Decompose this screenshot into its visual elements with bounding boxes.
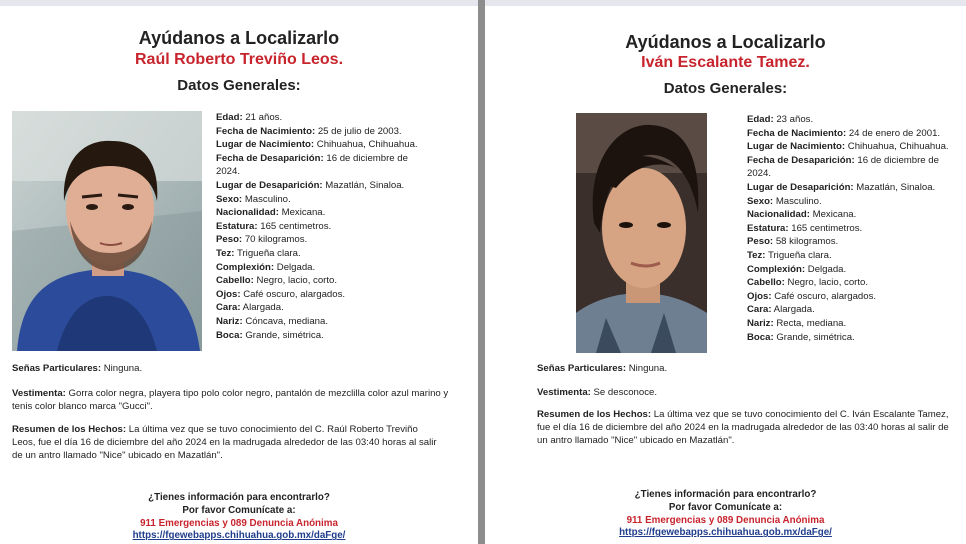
field-cara: Cara: Alargada. [216,302,284,314]
cta-emergency: 911 Emergencias y 089 Denuncia Anónima [140,517,338,529]
fields-list [216,111,431,342]
poster-title: Ayúdanos a Localizarlo [625,32,826,52]
missing-person-poster-2 [485,0,966,544]
cta-question: ¿Tienes información para encontrarlo? [148,492,330,503]
field-complexion: Complexión: Delgada. [747,263,847,275]
resumen-hechos: Resumen de los Hechos: La última vez que se tuvo conocimiento del C. Iván Escalante Tamez, fue el día 16 de diciembre del año 2024 en la madrugada alrededor de las 03:40 horas al salir de un antro llamado "Nice" ubicado en Mazatlán". [537,409,949,446]
person-name: Raúl Roberto Treviño Leos. [134,51,344,68]
field-cara: Cara: Alargada. [747,304,815,316]
header-strip [485,0,966,6]
field-sexo: Sexo: Masculino. [747,195,822,207]
field-nariz: Nariz: Cóncava, mediana. [216,315,328,327]
resumen-hechos: Resumen de los Hechos: La última vez que se tuvo conocimiento del C. Raúl Roberto Treviño Leos, fue el día 16 de diciembre del año 2024 en la madrugada alrededor de las 03:40 horas al salir de un antro llamado "Nice" ubicado en Mazatlán". [12,424,437,461]
field-complexion: Complexión: Delgada. [216,261,316,273]
field-ojos: Ojos: Café oscuro, alargados. [747,290,877,302]
field-cabello: Cabello: Negro, lacio, corto. [216,275,338,287]
person-name: Iván Escalante Tamez. [641,54,810,71]
field-nariz: Nariz: Recta, mediana. [747,317,847,329]
header-strip [0,0,478,6]
field-lugar-nacimiento: Lugar de Nacimiento: Chihuahua, Chihuahua. [747,141,949,153]
field-peso: Peso: 58 kilogramos. [747,236,839,248]
field-fecha-nacimiento: Fecha de Nacimiento: 24 de enero de 2001. [747,127,941,139]
cta-contact: Por favor Comunícate a: [668,501,783,513]
section-heading: Datos Generales: [177,77,301,94]
field-boca: Boca: Grande, simétrica. [216,329,324,341]
cta-contact: Por favor Comunícate a: [182,504,296,516]
cta-emergency: 911 Emergencias y 089 Denuncia Anónima [626,514,825,526]
field-peso: Peso: 70 kilogramos. [216,234,308,246]
senas-particulares: Señas Particulares: Ninguna. [537,363,668,374]
field-sexo: Sexo: Masculino. [216,193,291,205]
field-fecha-desaparicion: Fecha de Desaparición: 16 de diciembre de 2024. [216,152,408,178]
cta-url-link[interactable]: https://fgewebapps.chihuahua.gob.mx/daFge/ [619,527,832,539]
field-fecha-desaparicion: Fecha de Desaparición: 16 de diciembre de 2024. [747,154,939,180]
field-edad: Edad: 23 años. [747,114,814,125]
field-tez: Tez: Trigueña clara. [216,247,301,259]
person-photo [12,111,202,351]
contact-block [0,492,478,543]
field-nacionalidad: Nacionalidad: Mexicana. [216,207,326,219]
field-estatura: Estatura: 165 centimetros. [216,220,332,232]
vestimenta: Vestimenta: Gorra color negra, playera tipo polo color negro, pantalón de mezclilla color azul marino y tenis color blanco marca "Gucci". [12,388,449,412]
person-photo [576,113,707,353]
poster-title: Ayúdanos a Localizarlo [138,28,340,48]
cta-url-link[interactable]: https://fgewebapps.chihuahua.gob.mx/daFge/ [132,530,346,542]
field-fecha-nacimiento: Fecha de Nacimiento: 25 de julio de 2003. [216,125,402,137]
field-lugar-desaparicion: Lugar de Desaparición: Mazatlán, Sinaloa. [747,181,936,193]
missing-person-poster-1 [0,0,478,544]
field-tez: Tez: Trigueña clara. [747,249,832,261]
poster-divider [478,0,485,544]
fields-list [747,113,959,344]
field-estatura: Estatura: 165 centimetros. [747,222,863,234]
field-nacionalidad: Nacionalidad: Mexicana. [747,209,857,221]
section-heading: Datos Generales: [663,80,788,97]
cta-question: ¿Tienes información para encontrarlo? [634,489,817,500]
contact-block [485,489,966,540]
field-edad: Edad: 21 años. [216,112,283,123]
senas-particulares: Señas Particulares: Ninguna. [12,363,143,374]
vestimenta: Vestimenta: Se desconoce. [537,387,658,398]
field-ojos: Ojos: Café oscuro, alargados. [216,288,346,300]
field-lugar-desaparicion: Lugar de Desaparición: Mazatlán, Sinaloa. [216,179,405,191]
field-boca: Boca: Grande, simétrica. [747,331,855,343]
field-cabello: Cabello: Negro, lacio, corto. [747,277,869,289]
field-lugar-nacimiento: Lugar de Nacimiento: Chihuahua, Chihuahua. [216,139,418,151]
